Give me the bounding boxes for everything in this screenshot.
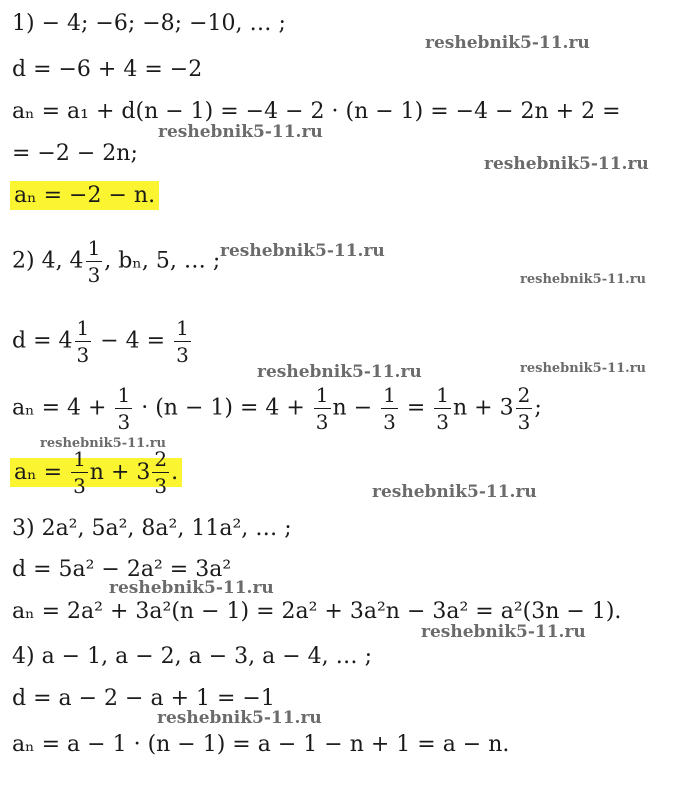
frac-den: 3: [117, 410, 131, 434]
fraction-one-third: [71, 449, 88, 496]
diff-start: d = 4: [12, 328, 73, 354]
watermark: reshebnik5-11.ru: [421, 622, 586, 642]
formula-semicolon: ;: [534, 395, 542, 421]
line-2-formula: [12, 385, 542, 432]
line-4-sequence: 4) a − 1, a − 2, a − 3, a − 4, … ;: [12, 644, 373, 669]
line-3-formula: aₙ = 2a² + 3a²(n − 1) = 2a² + 3a²n − 3a² = a²(3n − 1).: [12, 599, 622, 624]
line-2-answer: [12, 449, 182, 496]
frac-den: 3: [517, 410, 531, 434]
formula-eq: =: [399, 395, 433, 421]
watermark: reshebnik5-11.ru: [220, 241, 385, 261]
formula-n-minus: n −: [332, 395, 380, 421]
frac-num: 1: [87, 236, 101, 260]
frac-den: 3: [315, 410, 329, 434]
frac-num: 2: [154, 447, 168, 471]
line-3-difference: d = 5a² − 2a² = 3a²: [12, 557, 232, 582]
frac-den: 3: [73, 474, 86, 498]
fraction-one-third: [115, 385, 132, 432]
fraction-two-thirds: [152, 449, 169, 496]
frac-den: 3: [436, 410, 450, 434]
watermark: reshebnik5-11.ru: [257, 362, 422, 382]
line-4-formula: aₙ = a − 1 · (n − 1) = a − 1 − n + 1 = a − n.: [12, 732, 510, 757]
line-2-sequence: [12, 238, 220, 285]
line-1-difference: d = −6 + 4 = −2: [12, 57, 203, 82]
frac-den: 3: [154, 474, 168, 498]
line-3-sequence: 3) 2a², 5a², 8a², 11a², … ;: [12, 516, 292, 541]
watermark: reshebnik5-11.ru: [109, 578, 274, 598]
fraction-two-thirds: [516, 385, 533, 432]
watermark: reshebnik5-11.ru: [520, 272, 647, 287]
line-1-formula-cont: = −2 − 2n;: [12, 141, 138, 166]
fraction-one-third: [314, 385, 331, 432]
frac-num: 1: [176, 316, 189, 340]
frac-den: 3: [383, 410, 396, 434]
frac-num: 1: [73, 447, 86, 471]
watermark: reshebnik5-11.ru: [40, 436, 167, 451]
diff-mid: − 4 =: [93, 328, 173, 354]
watermark: reshebnik5-11.ru: [158, 122, 323, 142]
answer-highlight: aₙ = −2 − n.: [10, 181, 159, 210]
answer-highlight: [10, 447, 182, 498]
seq-start: 2) 4, 4: [12, 248, 84, 274]
watermark: reshebnik5-11.ru: [520, 361, 647, 376]
frac-num: 1: [315, 383, 329, 407]
watermark: reshebnik5-11.ru: [425, 33, 590, 53]
line-2-difference: [12, 318, 193, 365]
answer-n-plus: n + 3: [89, 459, 151, 485]
fraction-one-third: [174, 318, 191, 365]
answer-period: .: [171, 459, 179, 485]
fraction-one-third: [75, 318, 92, 365]
frac-den: 3: [76, 343, 90, 367]
frac-num: 1: [117, 383, 131, 407]
frac-den: 3: [87, 263, 101, 287]
fraction-one-third: [434, 385, 451, 432]
frac-num: 2: [517, 383, 531, 407]
line-4-difference: d = a − 2 − a + 1 = −1: [12, 686, 275, 711]
formula-n-plus: n + 3: [453, 395, 514, 421]
formula-start: aₙ = 4 +: [12, 395, 114, 421]
frac-num: 1: [383, 383, 396, 407]
watermark: reshebnik5-11.ru: [157, 708, 322, 728]
answer-start: aₙ =: [14, 459, 70, 485]
fraction-one-third: [381, 385, 398, 432]
frac-num: 1: [436, 383, 450, 407]
line-1-sequence: 1) − 4; −6; −8; −10, … ;: [12, 11, 286, 36]
formula-mid: · (n − 1) = 4 +: [134, 395, 312, 421]
fraction-one-third: [86, 238, 103, 285]
frac-den: 3: [176, 343, 189, 367]
line-1-formula: aₙ = a₁ + d(n − 1) = −4 − 2 · (n − 1) = −4 − 2n + 2 =: [12, 99, 621, 124]
frac-num: 1: [76, 316, 90, 340]
line-1-answer: [12, 182, 159, 210]
watermark: reshebnik5-11.ru: [484, 154, 649, 174]
seq-rest: , bₙ, 5, … ;: [104, 248, 221, 274]
watermark: reshebnik5-11.ru: [372, 482, 537, 502]
